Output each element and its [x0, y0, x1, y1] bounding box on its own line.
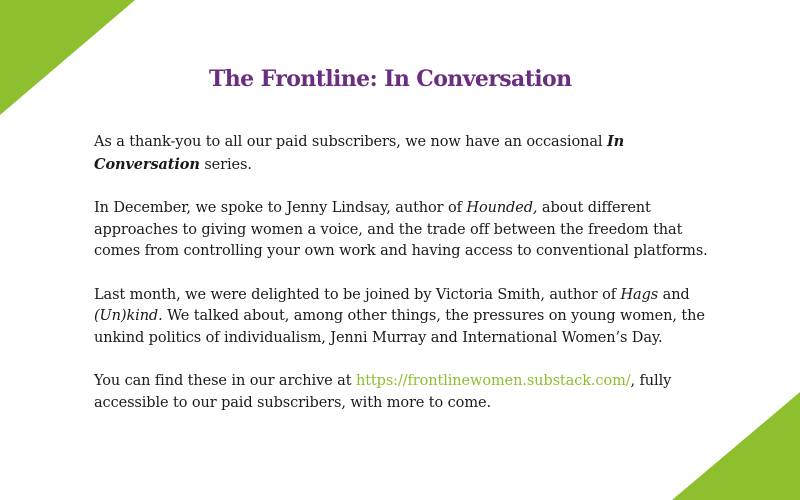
paragraph-text: and — [658, 286, 690, 303]
paragraph-text: As a thank-you to all our paid subscribers, we now have an occasional — [94, 134, 607, 150]
book-title: Hags — [620, 286, 659, 303]
paragraph-text: You can find these in our archive at — [94, 373, 356, 389]
series-name: In Conversation — [94, 133, 625, 173]
paragraph-text: In December, we spoke to Jenny Lindsay, author of — [94, 200, 467, 216]
paragraph-archive — [94, 371, 714, 414]
paragraph-text: , fully accessible to our paid subscribers, with more to come. — [94, 373, 672, 411]
paragraph-text: about different approaches to giving women a voice, and the trade off between the freedom that comes from controlling your own work and having access to conventional platforms. — [94, 200, 708, 259]
book-title: Hounded, — [466, 200, 538, 216]
page-title: The Frontline: In Conversation — [209, 66, 572, 92]
paragraph-text: Last month, we were delighted to be joined by Victoria Smith, author of — [94, 286, 621, 303]
paragraph-text: We talked about, among other things, the pressures on young women, the unkind politics of individualism, Jenni Murray and International Women’s Day. — [94, 308, 705, 346]
paragraph-intro — [94, 131, 714, 176]
archive-link[interactable]: https://frontlinewomen.substack.com/ — [355, 373, 631, 389]
paragraph-december — [94, 198, 714, 263]
article-body — [94, 131, 714, 436]
book-title: (Un)kind. — [94, 308, 163, 324]
paragraph-text: series. — [199, 156, 252, 173]
corner-decoration-top-left — [0, 0, 135, 115]
paragraph-last-month — [94, 285, 714, 350]
